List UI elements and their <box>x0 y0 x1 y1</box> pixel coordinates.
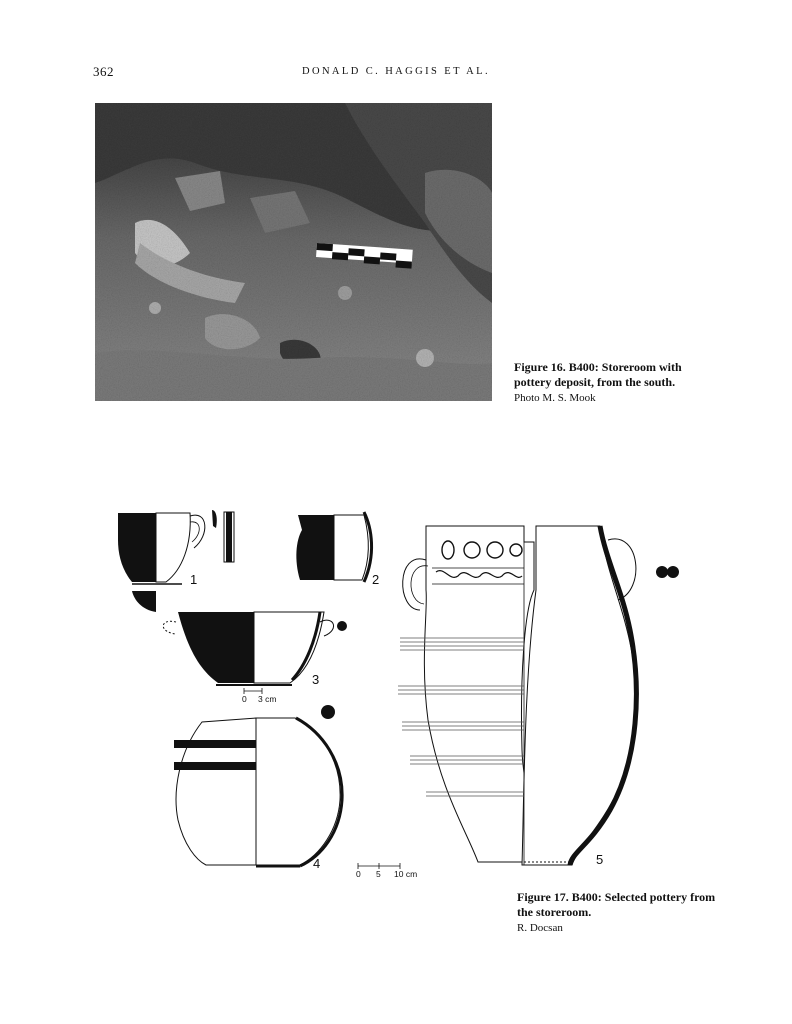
figure17-caption-credit: R. Docsan <box>517 922 563 934</box>
vessel-5-amphora <box>398 526 679 865</box>
storeroom-photo <box>95 103 492 401</box>
page-number: 362 <box>93 64 114 79</box>
figure17-caption <box>517 890 727 936</box>
vessel-3-label: 3 <box>312 672 320 687</box>
vessel-4-jug <box>174 705 342 866</box>
figure16-caption-credit: Photo M. S. Mook <box>514 392 596 404</box>
scale-large-zero: 0 <box>356 869 361 879</box>
scale-large-mid: 5 <box>376 869 381 879</box>
running-head: DONALD C. HAGGIS ET AL. <box>301 66 490 77</box>
pottery-drawing <box>110 500 690 885</box>
scale-large-end: 10 cm <box>394 869 418 879</box>
scale-small-zero: 0 <box>242 694 247 704</box>
vessel-2-label: 2 <box>372 572 380 587</box>
vessel-2-cup <box>296 512 371 582</box>
vessel-1-cup <box>118 510 234 612</box>
figure16-caption <box>514 360 714 406</box>
vessel-5-label: 5 <box>596 852 604 867</box>
scale-bar-large <box>356 863 417 879</box>
figure17-caption-title: Figure 17. B400: Selected pottery from the storeroom. <box>517 890 716 919</box>
vessel-3-bowl <box>163 612 347 685</box>
vessel-4-label: 4 <box>313 856 321 871</box>
vessel-1-label: 1 <box>190 572 198 587</box>
figure16-caption-title: Figure 16. B400: Storeroom with pottery deposit, from the south. <box>514 360 682 389</box>
scale-bar-small <box>242 688 276 704</box>
scale-small-end: 3 cm <box>258 694 277 704</box>
